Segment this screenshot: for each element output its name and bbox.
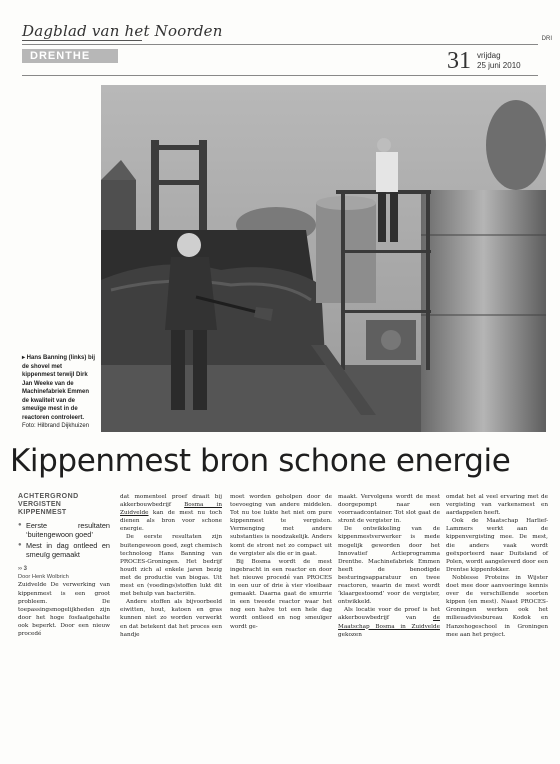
article-headline: Kippenmest bron schone energie [10,443,511,479]
body-text: gekozen [338,631,362,638]
body-paragraph: omdat het al veel ervaring met de vergisting van varkensmest en aardappelen heeft. [446,494,548,517]
body-text: Als locatie voor de proef is het akkerbouwbedrijf van [338,607,440,622]
article-photo [101,85,546,432]
summary-bullet: ● Eerste resultaten ‘buitengewoon goed’ [18,521,110,539]
caption-credit: Foto: Hilbrand Dijkhuizen [22,423,90,429]
article-column-4 [338,493,440,639]
article-kicker: ACHTERGROND [18,493,79,500]
page-day: vrijdag [477,51,501,60]
body-paragraph: Bij Bosma wordt de mest ingebracht in een reactor en door het nieuwe procedé van PROCES in een uur of drie à vier vloeibaar gemaakt. Daarna gaat de smurrie in een tweede reactor waar het nog een halve tot een hele dag wordt ontleed en nog smeuïger wordt ge- [230,558,332,630]
article-column-5 [446,493,548,639]
edition-tag: DRI [541,36,552,42]
body-paragraph: maakt. Vervolgens wordt de mest doorgepompt naar een voorraadcontainer. Tot slot gaat de stront de vergister in. [338,494,440,525]
article-column-2 [120,493,222,639]
article-column-1 [18,493,110,638]
photo-illustration [101,85,546,432]
masthead-underline [22,40,142,41]
underlined-text: de Maatschap Bosma in Zuidvelde [338,615,440,630]
body-paragraph [120,493,222,533]
body-paragraph: Andere stoffen als bijvoorbeeld eiwitten, hout, katoen en gras kunnen niet zo worden verwerkt en dat betekent dat het proces een handje [120,599,222,638]
page-number: 31 [447,48,471,74]
body-text: kan de mest nu toch dienen als bron voor schone energie. [120,510,222,533]
body-paragraph: moet worden geholpen door de toevoeging van andere middelen. Tot nu toe lukte het niet om pure kippenmest te vergisten. Vermenging met andere substanties is noodzakelijk. Anders komt de stront net zo compact uit de vergister als die er in gaat. [230,494,332,557]
article-column-3 [230,493,332,631]
summary-bullet: ● Mest in dag ontleed en smeuïg gemaakt [18,541,110,559]
body-paragraph: Ook de Maatschap Harlief-Lammers werkt aan de kippenvergisting mee. De mest, die anders vaak wordt geëxporteerd naar Duitsland of Polen, wordt aangeleverd door een Drentse kippenfokker. [446,518,548,573]
body-paragraph: Zuidvelde De verwerking van kippenmest is een groot probleem. De toepassingsmogelijkheden zijn door het hoge fosfaatgehalte ook beperkt. Door een nieuw procedé [18,582,110,638]
section-label: DRENTHE [30,50,91,62]
photo-caption [22,354,96,431]
header-rule [22,75,538,76]
underlined-text: Bosma in Zuidvelde [120,502,222,517]
body-paragraph: De eerste resultaten zijn buitengewoon goed, zegt chemisch technoloog Hans Banning van PROCES-Groningen. Het bedrijf houdt zich al enkele jaren bezig met de productie van biogas. Uit mest en (voedings)stoffen lukt dit met behulp van bacteriën. [120,534,222,598]
body-paragraph: Noblesse Proteins in Wijster doet mee door aanvoeringe kennis over de verschillende soorten kippen (en mest). Naast PROCES-Groningen werken ook het milieuadviesbureau Kodok en Hanzehogeschool in Groningen mee aan het project. [446,574,548,638]
body-paragraph [338,606,440,638]
caption-text: ▸ Hans Banning (links) bij de shovel met kippenmest terwijl Dirk Jan Weeke van de Machinefabriek Emmen de kwaliteit van de smeuïge mest in de reactoren controleert. [22,355,96,421]
top-rule [22,44,538,45]
body-text: dat momenteel proef draait bij akkerbouwbedrijf [120,494,222,509]
body-paragraph: De ontwikkeling van de kippenmestverwerker is mede mogelijk geworden door het Innovatief Actieprogramma Drenthe. Machinefabriek Emmen heeft de benodigde besturingsapparatuur en twee reactoren, waarin de mest wordt ‘klaargestoomd’ voor de vergister, ontwikkeld. [338,526,440,606]
article-subkicker: VERGISTEN KIPPENMEST [18,501,67,517]
page-reference: ›› 3 [18,566,27,573]
masthead-logo: Dagblad van het Noorden [22,22,223,40]
page-date: 25 juni 2010 [477,61,521,70]
byline: Door Henk Wolbrich [18,574,69,581]
